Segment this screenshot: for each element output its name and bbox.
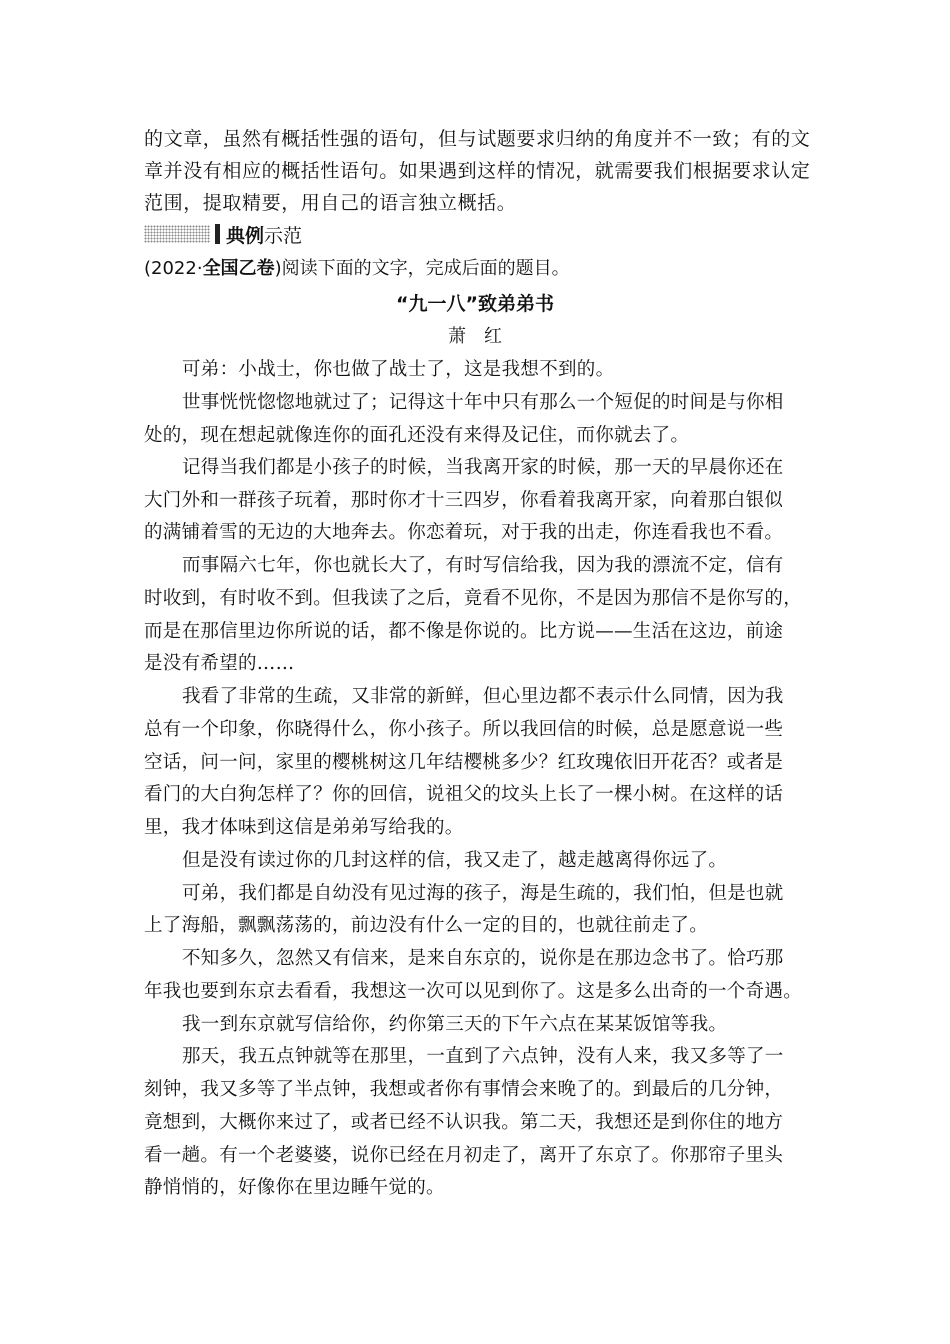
article-line: 空话，问一问，家里的樱桃树这几年结樱桃多少？红玫瑰依旧开花否？或者是	[144, 752, 784, 773]
article-author: 萧红	[448, 326, 520, 347]
article-line: 可弟，我们都是自幼没有见过海的孩子，海是生疏的，我们怕，但是也就	[182, 883, 784, 904]
source-open: (2022·	[144, 258, 203, 279]
article-line: 上了海船，飘飘荡荡的，前边没有什么一定的目的，也就往前走了。	[144, 915, 709, 936]
intro-line-1: 的文章，虽然有概括性强的语句，但与试题要求归纳的角度并不一致；有的文	[144, 128, 811, 150]
dotted-pattern-icon	[144, 225, 210, 243]
article-line: 我看了非常的生疏，又非常的新鲜，但心里边都不表示什么同情，因为我	[182, 686, 784, 707]
article-line: 处的，现在想起就像连你的面孔还没有来得及记住，而你就去了。	[144, 425, 690, 446]
section-heading-normal: 示范	[264, 224, 303, 247]
article-line: 我一到东京就写信给你，约你第三天的下午六点在某某饭馆等我。	[182, 1014, 728, 1035]
article-line: 不知多久，忽然又有信来，是来自东京的，说你是在那边念书了。恰巧那	[182, 948, 784, 969]
article-line: 刻钟，我又多等了半点钟，我想或者你有事情会来晚了的。到最后的几分钟，	[144, 1079, 784, 1100]
article-line: 是没有希望的……	[144, 653, 295, 674]
source-line	[144, 257, 570, 281]
article-line: 看门的大白狗怎样了？你的回信，说祖父的坟头上长了一棵小树。在这样的话	[144, 784, 784, 805]
article-line: 里，我才体味到这信是弟弟写给我的。	[144, 817, 464, 838]
source-rest: )阅读下面的文字，完成后面的题目。	[274, 258, 570, 279]
source-exam: 全国乙卷	[202, 258, 275, 279]
heading-bar-icon	[215, 224, 220, 244]
article-line: 但是没有读过你的几封这样的信，我又走了，越走越离得你远了。	[182, 850, 728, 871]
article-line: 可弟：小战士，你也做了战士了，这是我想不到的。	[182, 359, 615, 380]
article-line: 而是在那信里边你所说的话，都不像是你说的。比方说——生活在这边，前途	[144, 621, 784, 642]
article-line: 的满铺着雪的无边的大地奔去。你恋着玩，对于我的出走，你连看我也不看。	[144, 522, 784, 543]
article-title: “九一八”致弟弟书	[396, 293, 554, 315]
article-line: 而事隔六七年，你也就长大了，有时写信给我，因为我的漂流不定，信有	[182, 555, 784, 576]
article-line: 看一趟。有一个老婆婆，说你已经在月初走了，离开了东京了。你那帘子里头	[144, 1145, 784, 1166]
article-line: 大门外和一群孩子玩着，那时你才十三四岁，你看着我离开家，向着那白银似	[144, 490, 784, 511]
article-line: 记得当我们都是小孩子的时候，当我离开家的时候，那一天的早晨你还在	[182, 457, 784, 478]
article-line: 时收到，有时收不到。但我读了之后，竟看不见你，不是因为那信不是你写的，	[144, 588, 803, 609]
section-heading-bold: 典例	[226, 224, 265, 247]
section-heading	[144, 221, 302, 247]
article-line: 世事恍恍惚惚地就过了；记得这十年中只有那么一个短促的时间是与你相	[182, 392, 784, 413]
article-line: 竟想到，大概你来过了，或者已经不认识我。第二天，我想还是到你住的地方	[144, 1112, 784, 1133]
intro-line-2: 章并没有相应的概括性语句。如果遇到这样的情况，就需要我们根据要求认定	[144, 160, 811, 182]
article-line: 年我也要到东京去看看，我想这一次可以见到你了。这是多么出奇的一个奇遇。	[144, 981, 803, 1002]
article-line: 静悄悄的，好像你在里边睡午觉的。	[144, 1177, 445, 1198]
intro-line-3: 范围，提取精要，用自己的语言独立概括。	[144, 192, 517, 214]
article-line: 那天，我五点钟就等在那里，一直到了六点钟，没有人来，我又多等了一	[182, 1046, 784, 1067]
article-line: 总有一个印象，你晓得什么，你小孩子。所以我回信的时候，总是愿意说一些	[144, 719, 784, 740]
